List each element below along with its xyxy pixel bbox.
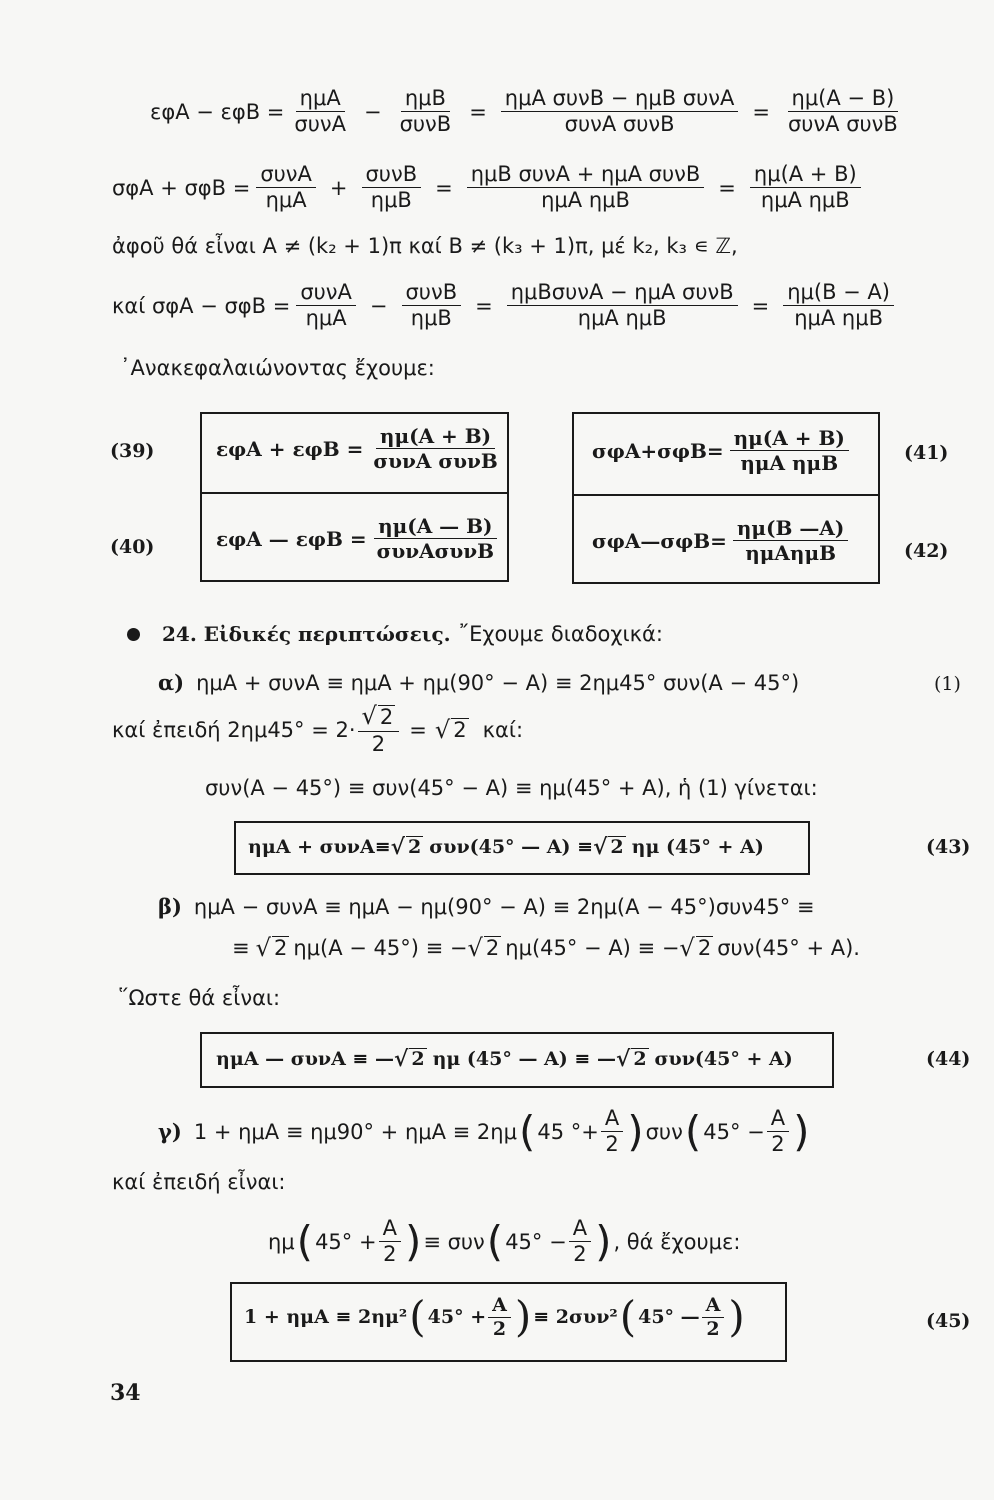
equation-number: (43): [926, 836, 971, 858]
formula-part: συν(45° + A).: [717, 936, 860, 960]
right-paren: ): [404, 1216, 422, 1266]
gamma-identity-line: [268, 1216, 740, 1267]
sqrt-icon: √: [467, 934, 483, 962]
equation-cot-sum: [112, 162, 867, 213]
numerator: ημB συνA + ημA συνB: [467, 162, 705, 188]
equation-number: (41): [904, 442, 949, 464]
fraction: [702, 1294, 725, 1341]
formula-part: ημ: [268, 1229, 295, 1254]
fraction: [373, 514, 498, 563]
formula-part: ημA — συνA ≡ —: [216, 1048, 394, 1070]
denominator: ημA: [265, 188, 307, 213]
formula-part: 45° +: [427, 1306, 487, 1329]
radicand: 2: [610, 836, 624, 859]
fraction: [379, 1216, 401, 1267]
formula-43: [248, 834, 764, 860]
operator: =: [435, 175, 453, 200]
case-label: α): [158, 670, 185, 695]
since-text: καί ἐπειδή 2ημ45° = 2·: [112, 717, 356, 742]
sqrt-icon: √: [361, 702, 377, 730]
numerator: ημ(A + B): [730, 426, 849, 451]
right-paren: ): [728, 1292, 745, 1342]
box-divider: [572, 494, 878, 496]
fraction: [488, 1294, 511, 1341]
alpha-identity-line: συν(A − 45°) ≡ συν(45° − A) ≡ ημ(45° + A), ἡ (1) γίνεται:: [205, 776, 818, 800]
denominator: ημAημB: [745, 541, 837, 565]
numerator: συνA: [296, 280, 356, 306]
numerator: A: [702, 1294, 725, 1318]
formula-part: ≡: [232, 936, 250, 960]
numerator: [358, 702, 400, 732]
sqrt-icon: √: [434, 715, 451, 744]
eq-lhs: καί σφA − σφB =: [112, 293, 291, 318]
right-paren: ): [595, 1216, 612, 1266]
fraction: [290, 86, 350, 137]
right-paren: ): [627, 1106, 644, 1156]
formula-lhs: σφA+σφB=: [592, 438, 724, 463]
formula-part: 45° −: [703, 1119, 765, 1144]
gamma-equation: 1 + ημA ≡ ημ90° + ημA ≡ 2ημ: [193, 1119, 517, 1144]
formula-part: 45° +: [315, 1229, 377, 1254]
fraction: [750, 162, 861, 213]
equation-cot-difference: [112, 280, 900, 331]
right-paren: ): [793, 1106, 810, 1156]
denominator: 2: [371, 731, 386, 756]
numerator: ημB: [401, 86, 450, 112]
numerator: A: [488, 1294, 511, 1318]
denominator: ημA ημB: [541, 188, 630, 213]
formula-part: , θά ἔχουμε:: [613, 1229, 741, 1254]
equation-number: (39): [110, 440, 155, 462]
eq-lhs: εφA − εφB =: [150, 99, 285, 124]
formula-part: 45° −: [505, 1229, 567, 1254]
case-label: β): [158, 894, 182, 919]
denominator: ημB: [410, 306, 452, 331]
alpha-equation: ημA + συνA ≡ ημA + ημ(90° − A) ≡ 2ημ45° συν(A − 45°): [196, 670, 800, 695]
numerator: A: [601, 1106, 623, 1132]
formula-part: ημ(45° − A) ≡ −: [505, 936, 680, 960]
fraction: [402, 280, 462, 331]
numerator: ημ(A − B): [788, 86, 899, 112]
formula-lhs: εφA + εφB =: [216, 436, 364, 461]
denominator: ημA ημB: [577, 306, 667, 331]
formula-part: συν(45° — A) ≡: [429, 836, 594, 858]
case-label: γ): [158, 1119, 182, 1145]
beta-equation: ημA − συνA ≡ ημA − ημ(90° − A) ≡ 2ημ(A − 45°)συν45° ≡: [193, 894, 815, 919]
denominator: 2: [706, 1317, 720, 1340]
formula-part: ημ (45° — A) ≡ —: [432, 1048, 616, 1070]
numerator: ημBσυνA − ημA συνB: [507, 280, 738, 306]
left-paren: (: [518, 1106, 536, 1156]
radicand: 2: [379, 705, 394, 729]
denominator: συνA συνB: [373, 449, 498, 473]
sqrt-icon: √: [393, 1046, 409, 1072]
formula-part: 45 °+: [537, 1119, 599, 1144]
fraction: [601, 1106, 623, 1157]
fraction: [784, 86, 902, 137]
alpha-since-line: [112, 702, 523, 757]
denominator: 2: [383, 1242, 397, 1267]
numerator: ημ(B − A): [783, 280, 894, 306]
equation-number: (45): [926, 1310, 971, 1332]
operator: =: [475, 293, 493, 318]
numerator: A: [767, 1106, 789, 1132]
denominator: ημB: [370, 188, 412, 213]
denominator: ημA ημB: [760, 188, 850, 213]
formula-lhs: εφA — εφB =: [216, 526, 367, 551]
since-text: καί ἐπειδή εἶναι:: [112, 1170, 286, 1194]
radicand: 2: [485, 935, 500, 960]
fraction: [396, 86, 456, 137]
formula-part: ≡ συν: [423, 1229, 485, 1254]
fraction: [467, 162, 705, 213]
radicand: 2: [453, 717, 467, 742]
fraction: [507, 280, 738, 331]
denominator: ημA ημB: [740, 451, 839, 475]
fraction: [569, 1216, 591, 1267]
formula-part: συν: [645, 1119, 683, 1144]
formula-44: [216, 1046, 793, 1072]
condition-line: ἀφοῦ θά εἶναι A ≠ (k₂ + 1)π καί B ≠ (k₃ + 1)π, μέ k₂, k₃ ∊ ℤ,: [112, 234, 738, 258]
denominator: ημA: [305, 306, 347, 331]
radicand: 2: [274, 935, 288, 960]
section-intro: ῎Εχουμε διαδοχικά:: [458, 622, 663, 646]
denominator: συνA συνB: [787, 112, 898, 137]
denominator: συνA: [294, 112, 346, 137]
denominator: 2: [771, 1132, 785, 1157]
numerator: ημ(A + B): [750, 162, 861, 188]
denominator: συνAσυνB: [376, 539, 494, 563]
fraction: [256, 162, 316, 213]
denominator: 2: [492, 1317, 507, 1340]
summary-heading: ᾿Ανακεφαλαιώνοντας ἔχουμε:: [120, 356, 435, 380]
fraction: [783, 280, 894, 331]
operator: =: [752, 99, 770, 124]
fraction: [358, 702, 400, 757]
numerator: συνB: [362, 162, 422, 188]
numerator: ημA: [296, 86, 345, 112]
fraction: [369, 424, 501, 473]
equation-number: (44): [926, 1048, 971, 1070]
formula-part: ημA + συνA≡: [248, 836, 391, 858]
formula-part: ≡ 2συν²: [533, 1306, 618, 1329]
left-paren: (: [684, 1106, 702, 1156]
denominator: 2: [573, 1242, 587, 1267]
radicand: 2: [633, 1048, 647, 1071]
numerator: συνA: [256, 162, 316, 188]
fraction: [296, 280, 356, 331]
operator: =: [718, 175, 736, 200]
formula-part: ημ(A − 45°) ≡ −: [293, 936, 468, 960]
formula-45: [244, 1294, 747, 1341]
numerator: A: [379, 1216, 401, 1242]
equation-number: (1): [934, 673, 961, 695]
equation-number: (42): [904, 540, 949, 562]
denominator: συνB: [399, 112, 452, 137]
formula-40: [216, 514, 504, 563]
section-heading: [127, 622, 663, 646]
numerator: συνB: [402, 280, 462, 306]
numerator: ημ(A + B): [376, 424, 495, 449]
formula-part: 45° —: [638, 1306, 700, 1329]
beta-line: [158, 894, 815, 919]
radicand: 2: [411, 1048, 425, 1071]
numerator: ημ(B —A): [733, 516, 849, 541]
equation-number: (40): [110, 536, 155, 558]
beta-continuation: [232, 934, 860, 962]
box-divider: [200, 492, 507, 494]
formula-42: [592, 516, 854, 565]
left-paren: (: [619, 1292, 637, 1342]
numerator: ημA συνB − ημB συνA: [501, 86, 739, 112]
fraction: [767, 1106, 789, 1157]
numerator: A: [569, 1216, 591, 1242]
operator: =: [751, 293, 770, 318]
section-title: 24. Εἰδικές περιπτώσεις.: [162, 622, 451, 646]
and-text: καί:: [482, 717, 524, 742]
radicand: 2: [697, 935, 712, 960]
denominator: ημA ημB: [794, 306, 883, 331]
left-paren: (: [486, 1216, 504, 1266]
formula-41: [592, 426, 855, 475]
formula-39: [216, 424, 508, 473]
eq-lhs: σφA + σφB =: [112, 175, 251, 200]
sqrt-icon: √: [593, 834, 608, 860]
hence-text: ῞Ωστε θά εἶναι:: [118, 986, 281, 1010]
operator: −: [369, 293, 388, 318]
page-number: 34: [110, 1380, 141, 1406]
fraction: [362, 162, 422, 213]
formula-part: ημ (45° + A): [631, 836, 764, 858]
denominator: συνA συνB: [564, 112, 675, 137]
fraction: [733, 516, 849, 565]
right-paren: ): [514, 1292, 532, 1342]
gamma-line: [158, 1106, 811, 1157]
bullet-icon: [127, 628, 140, 641]
denominator: 2: [605, 1132, 619, 1157]
operator: +: [329, 175, 348, 200]
sqrt-icon: √: [390, 834, 406, 860]
left-paren: (: [296, 1216, 314, 1266]
alpha-line: [158, 670, 799, 695]
numerator: ημ(A — B): [374, 514, 496, 539]
formula-lhs: σφA—σφB=: [592, 528, 727, 553]
operator: −: [363, 99, 382, 124]
equation-tan-difference: [150, 86, 908, 137]
sqrt-icon: √: [679, 934, 695, 962]
operator: =: [409, 717, 427, 742]
operator: =: [469, 99, 487, 124]
formula-part: 1 + ημA ≡ 2ημ²: [244, 1306, 408, 1329]
formula-part: συν(45° + A): [654, 1048, 793, 1070]
sqrt-icon: √: [615, 1046, 631, 1072]
fraction: [501, 86, 739, 137]
radicand: 2: [408, 836, 422, 859]
fraction: [730, 426, 849, 475]
sqrt-icon: √: [255, 934, 271, 962]
left-paren: (: [409, 1292, 426, 1342]
